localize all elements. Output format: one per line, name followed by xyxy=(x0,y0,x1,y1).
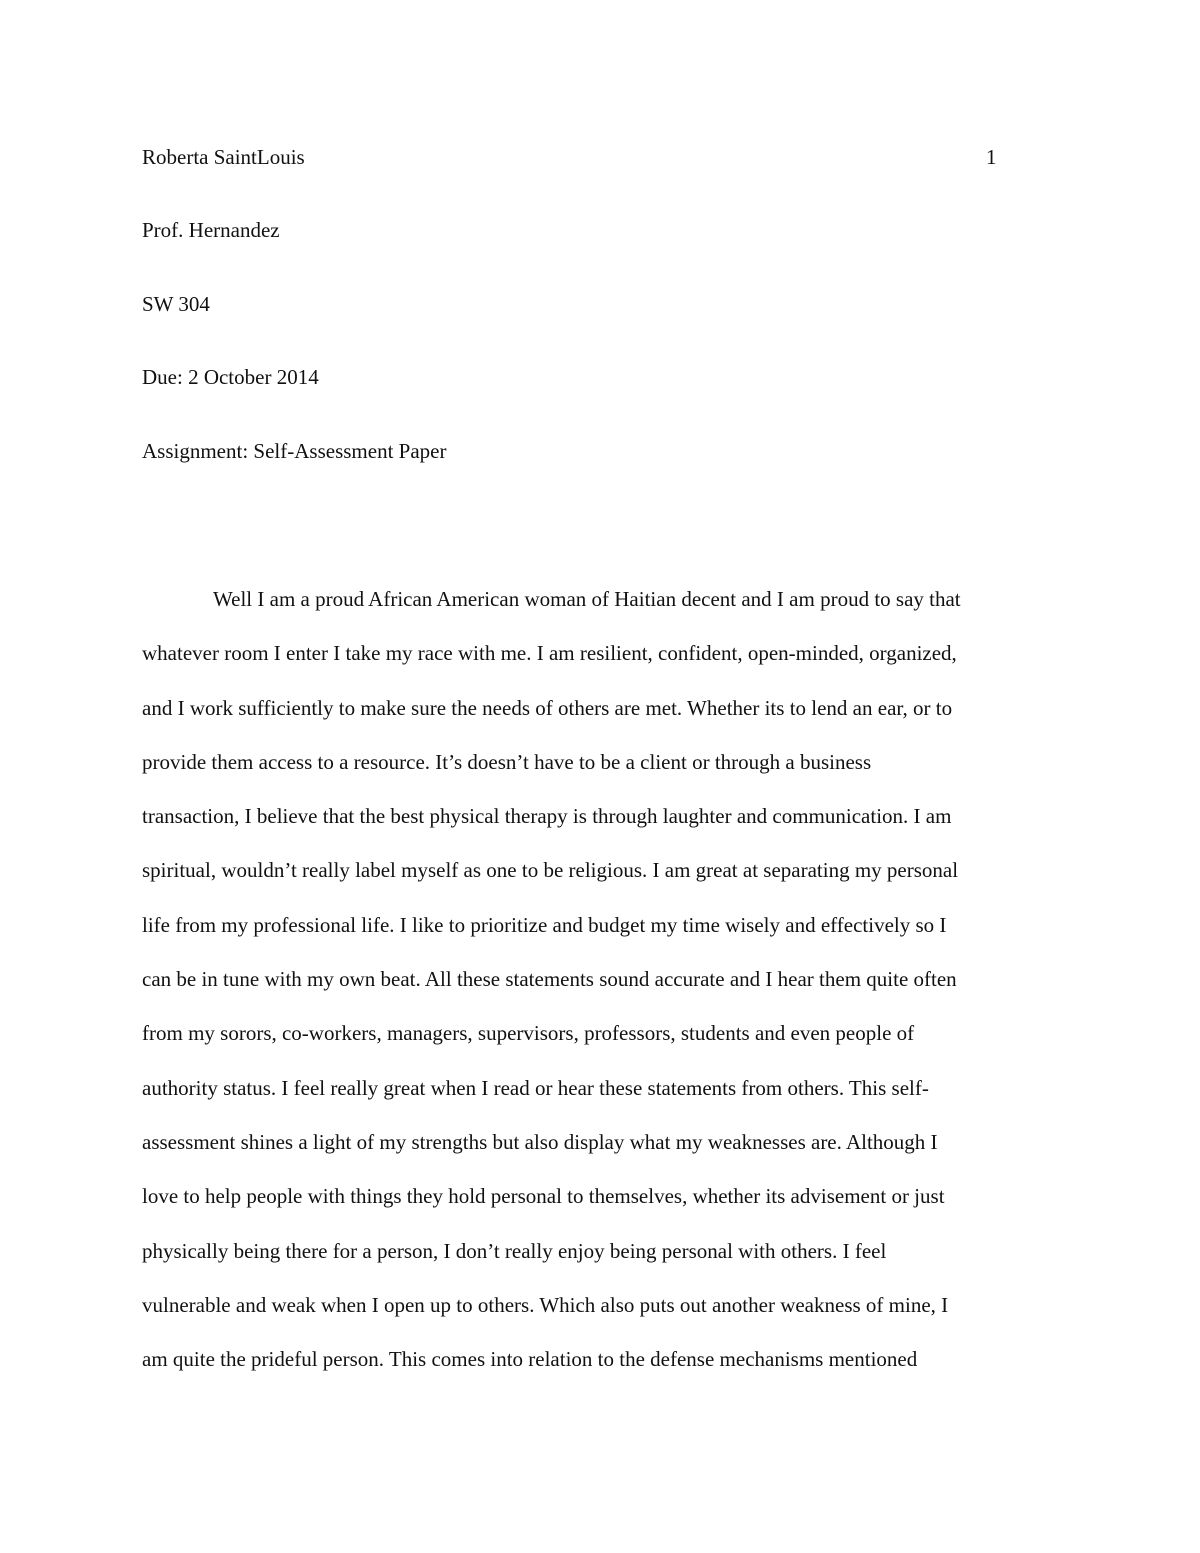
body-line: am quite the prideful person. This comes into relation to the defense mechanisms mentioned xyxy=(142,1347,918,1372)
body-line: assessment shines a light of my strengths but also display what my weaknesses are. Although I xyxy=(142,1129,938,1154)
author-name: Roberta SaintLouis xyxy=(142,145,305,169)
body-line: and I work sufficiently to make sure the needs of others are met. Whether its to lend an ear, or to xyxy=(142,695,953,720)
professor-name: Prof. Hernandez xyxy=(142,218,280,242)
body-line: transaction, I believe that the best physical therapy is through laughter and communication. I am xyxy=(142,804,952,829)
page-number: 1 xyxy=(986,145,997,169)
essay-body xyxy=(142,584,1058,1398)
course-code: SW 304 xyxy=(142,292,210,316)
body-line: whatever room I enter I take my race with me. I am resilient, confident, open-minded, organized, xyxy=(142,641,957,666)
body-line: spiritual, wouldn’t really label myself as one to be religious. I am great at separating my personal xyxy=(142,858,959,883)
body-line: Well I am a proud African American woman of Haitian decent and I am proud to say that xyxy=(213,587,961,611)
assignment-title: Assignment: Self-Assessment Paper xyxy=(142,439,447,463)
body-line: life from my professional life. I like to prioritize and budget my time wisely and effectively so I xyxy=(142,912,947,937)
body-line: provide them access to a resource. It’s doesn’t have to be a client or through a business xyxy=(142,749,872,774)
body-line: love to help people with things they hold personal to themselves, whether its advisement or just xyxy=(142,1184,945,1209)
body-line: authority status. I feel really great when I read or hear these statements from others. This self- xyxy=(142,1075,929,1100)
due-date: Due: 2 October 2014 xyxy=(142,365,319,389)
body-line: from my sorors, co-workers, managers, supervisors, professors, students and even people of xyxy=(142,1021,915,1046)
body-line: physically being there for a person, I don’t really enjoy being personal with others. I feel xyxy=(142,1238,887,1263)
body-line: vulnerable and weak when I open up to others. Which also puts out another weakness of mine, I xyxy=(142,1292,949,1317)
body-line: can be in tune with my own beat. All these statements sound accurate and I hear them quite often xyxy=(142,967,957,992)
